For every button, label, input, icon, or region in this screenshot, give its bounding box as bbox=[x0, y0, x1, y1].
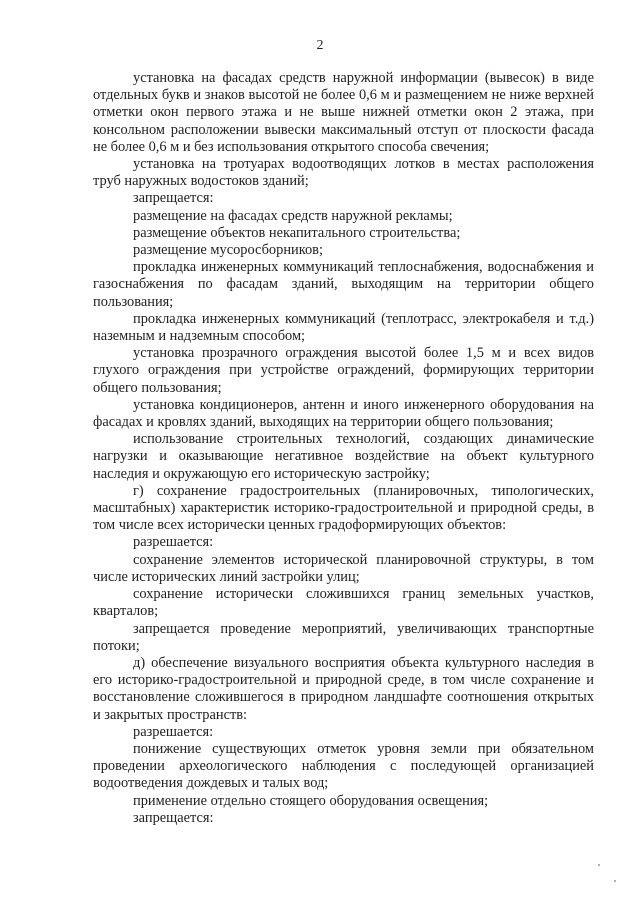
paragraph: запрещается: bbox=[133, 809, 214, 826]
scan-speck bbox=[614, 880, 616, 882]
paragraph: установка кондиционеров, антенн и иного инженерного оборудования на фасадах и кровлях зданий, выходящих на территории общего пользования; bbox=[93, 396, 594, 431]
paragraph: г) сохранение градостроительных (планировочных, типологических, масштабных) характеристик историко-градостроительной и природной среды, в том числе всех исторически ценных градоформирующих объектов: bbox=[93, 482, 594, 534]
paragraph: сохранение исторически сложившихся границ земельных участков, кварталов; bbox=[93, 586, 594, 620]
paragraph: прокладка инженерных коммуникаций теплоснабжения, водоснабжения и газоснабжения по фасадам зданий, выходящим на территории общего пользования; bbox=[93, 259, 594, 310]
scan-speck bbox=[598, 864, 600, 866]
page-number: 2 bbox=[316, 38, 324, 53]
paragraph: размещение на фасадах средств наружной рекламы; bbox=[133, 207, 453, 224]
paragraph: установка прозрачного ограждения высотой более 1,5 м и всех видов глухого ограждения при устройстве ограждений, формирующих территории общего пользования; bbox=[93, 345, 594, 396]
paragraph: размещение объектов некапитального строительства; bbox=[133, 224, 461, 241]
paragraph: разрешается: bbox=[133, 534, 214, 551]
paragraph: сохранение элементов исторической планировочной структуры, в том числе исторических линий застройки улиц; bbox=[93, 551, 594, 585]
paragraph: разрешается: bbox=[133, 723, 214, 740]
paragraph: запрещается проведение мероприятий, увеличивающих транспортные потоки; bbox=[93, 620, 594, 654]
paragraph: размещение мусоросборников; bbox=[133, 242, 323, 259]
paragraph: использование строительных технологий, создающих динамические нагрузки и оказывающие негативное воздействие на объект культурного наследия и окружающую его историческую застройку; bbox=[93, 431, 594, 482]
paragraph: установка на тротуарах водоотводящих лотков в местах расположения труб наружных водостоков зданий; bbox=[93, 156, 594, 190]
paragraph: понижение существующих отметок уровня земли при обязательном проведении археологического наблюдения с последующей организацией водоотведения дождевых и талых вод; bbox=[93, 740, 594, 792]
paragraph: прокладка инженерных коммуникаций (теплотрасс, электрокабеля и т.д.) наземным и надземным способом; bbox=[93, 310, 594, 345]
paragraph: д) обеспечение визуального восприятия объекта культурного наследия в его историко-градостроительной и природной среде, в том числе сохранение и восстановление сложившегося в природном ландшафте соотношения открытых и закрытых пространств: bbox=[93, 654, 594, 723]
paragraph: применение отдельно стоящего оборудования освещения; bbox=[133, 792, 489, 809]
paragraph: установка на фасадах средств наружной информации (вывесок) в виде отдельных букв и знаков высотой не более 0,6 м и размещением не ниже верхней отметки окон первого этажа и не выше нижней отметки окон 2 этажа, при консольном расположении вывески максимальный отступ от плоскости фасада не более 0,6 м и без использования открытого способа свечения; bbox=[93, 70, 594, 155]
document-body bbox=[93, 70, 594, 827]
paragraph: запрещается: bbox=[133, 190, 214, 207]
